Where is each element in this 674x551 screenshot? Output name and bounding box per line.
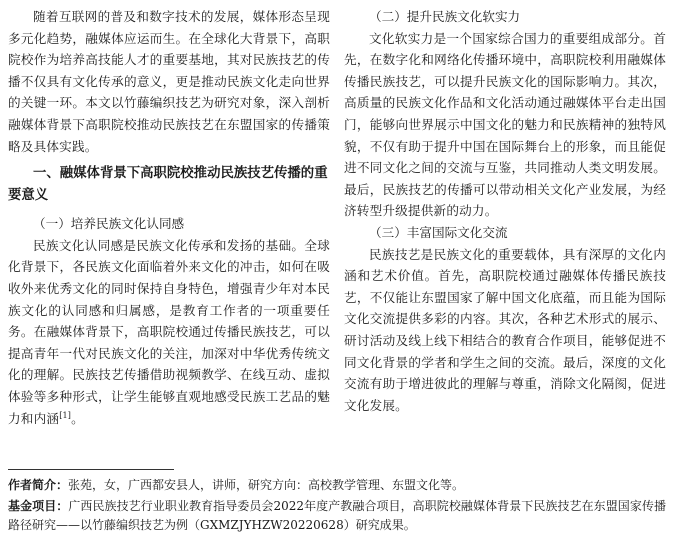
subsection-1-text: 民族文化认同感是民族文化传承和发扬的基础。全球化背景下，各民族文化面临着外来文化的冲击，如何在吸收外来优秀文化的同时保持自身特色，增强青少年对本民族文化的认同感和归属感，是教育工作者的一项重要任务。在融媒体背景下，高职院校通过传播民族技艺，可以提高青年一代对民族文化的关注，加深对中华优秀传统文化的理解。民族技艺传播借助视频教学、在线互动、虚拟体验等多种形式，让学生能够直观地感受民族工艺品的魅力和内涵 bbox=[8, 237, 330, 426]
footnotes bbox=[8, 476, 666, 537]
subsection-1-paragraph bbox=[8, 235, 330, 429]
right-column bbox=[344, 6, 666, 416]
left-column bbox=[8, 6, 330, 429]
section-heading: 一、融媒体背景下高职院校推动民族技艺传播的重要意义 bbox=[8, 166, 328, 204]
footnote-divider bbox=[8, 469, 174, 470]
subsection-3-title: （三）丰富国际文化交流 bbox=[369, 224, 508, 240]
subsection-1-title: （一）培养民族文化认同感 bbox=[33, 216, 185, 232]
citation-ref[interactable]: [1] bbox=[59, 410, 72, 420]
subsection-3-paragraph: 民族技艺是民族文化的重要载体，具有深厚的文化内涵和艺术价值。首先，高职院校通过融媒体传播民族技艺，不仅能让东盟国家了解中国文化底蕴，而且能为国际文化交流提供多彩的内容。其次，各种艺术形式的展示、研讨活动及线上线下相结合的教育合作项目，能够促进不同文化背景的学者和学生之间的交流。最后，深度的文化交流有助于增进彼此的理解与尊重，消除文化隔阂，促进文化发展。 bbox=[344, 246, 666, 413]
fund-text: 广西民族技艺行业职业教育指导委员会2022年度产教融合项目，高职院校融媒体背景下民族技艺在东盟国家传播路径研究——以竹藤编织技艺为例（GXMZJYHZW20220628）研究成果。 bbox=[8, 499, 666, 532]
intro-paragraph: 随着互联网的普及和数字技术的发展，媒体形态呈现多元化趋势，融媒体应运而生。在全球化大背景下，高职院校作为培养高技能人才的重要基地，其对民族技艺的传播不仅具有文化传承的意义，更是推动民族文化走向世界的关键一环。本文以竹藤编织技艺为研究对象，深入剖析融媒体背景下高职院校推动民族技艺在东盟国家的传播策略及具体实践。 bbox=[8, 9, 330, 154]
subsection-2-paragraph: 文化软实力是一个国家综合国力的重要组成部分。首先，在数字化和网络化传播环境中，高职院校利用融媒体传播民族技艺，可以提升民族文化的国际影响力。其次，高质量的民族文化作品和文化活动通过融媒体平台走出国门，能够向世界展示中国文化的魅力和民族精神的独特风貌，不仅有助于提升中国在国际舞台上的形象，而且能促进不同文化之间的交流与互鉴，共同推动人类文明发展。最后，民族技艺的传播可以带动相关文化产业发展，为经济转型升级提供新的动力。 bbox=[344, 30, 666, 219]
subsection-2-title: （二）提升民族文化软实力 bbox=[369, 9, 521, 24]
fund-label: 基金项目： bbox=[8, 499, 69, 513]
author-note bbox=[8, 476, 666, 495]
subsection-1-end: 。 bbox=[71, 410, 84, 426]
fund-note bbox=[8, 497, 666, 535]
author-text: 张苑，女，广西都安县人，讲师，研究方向：高校教学管理、东盟文化等。 bbox=[68, 478, 465, 492]
author-label: 作者简介： bbox=[8, 478, 69, 492]
